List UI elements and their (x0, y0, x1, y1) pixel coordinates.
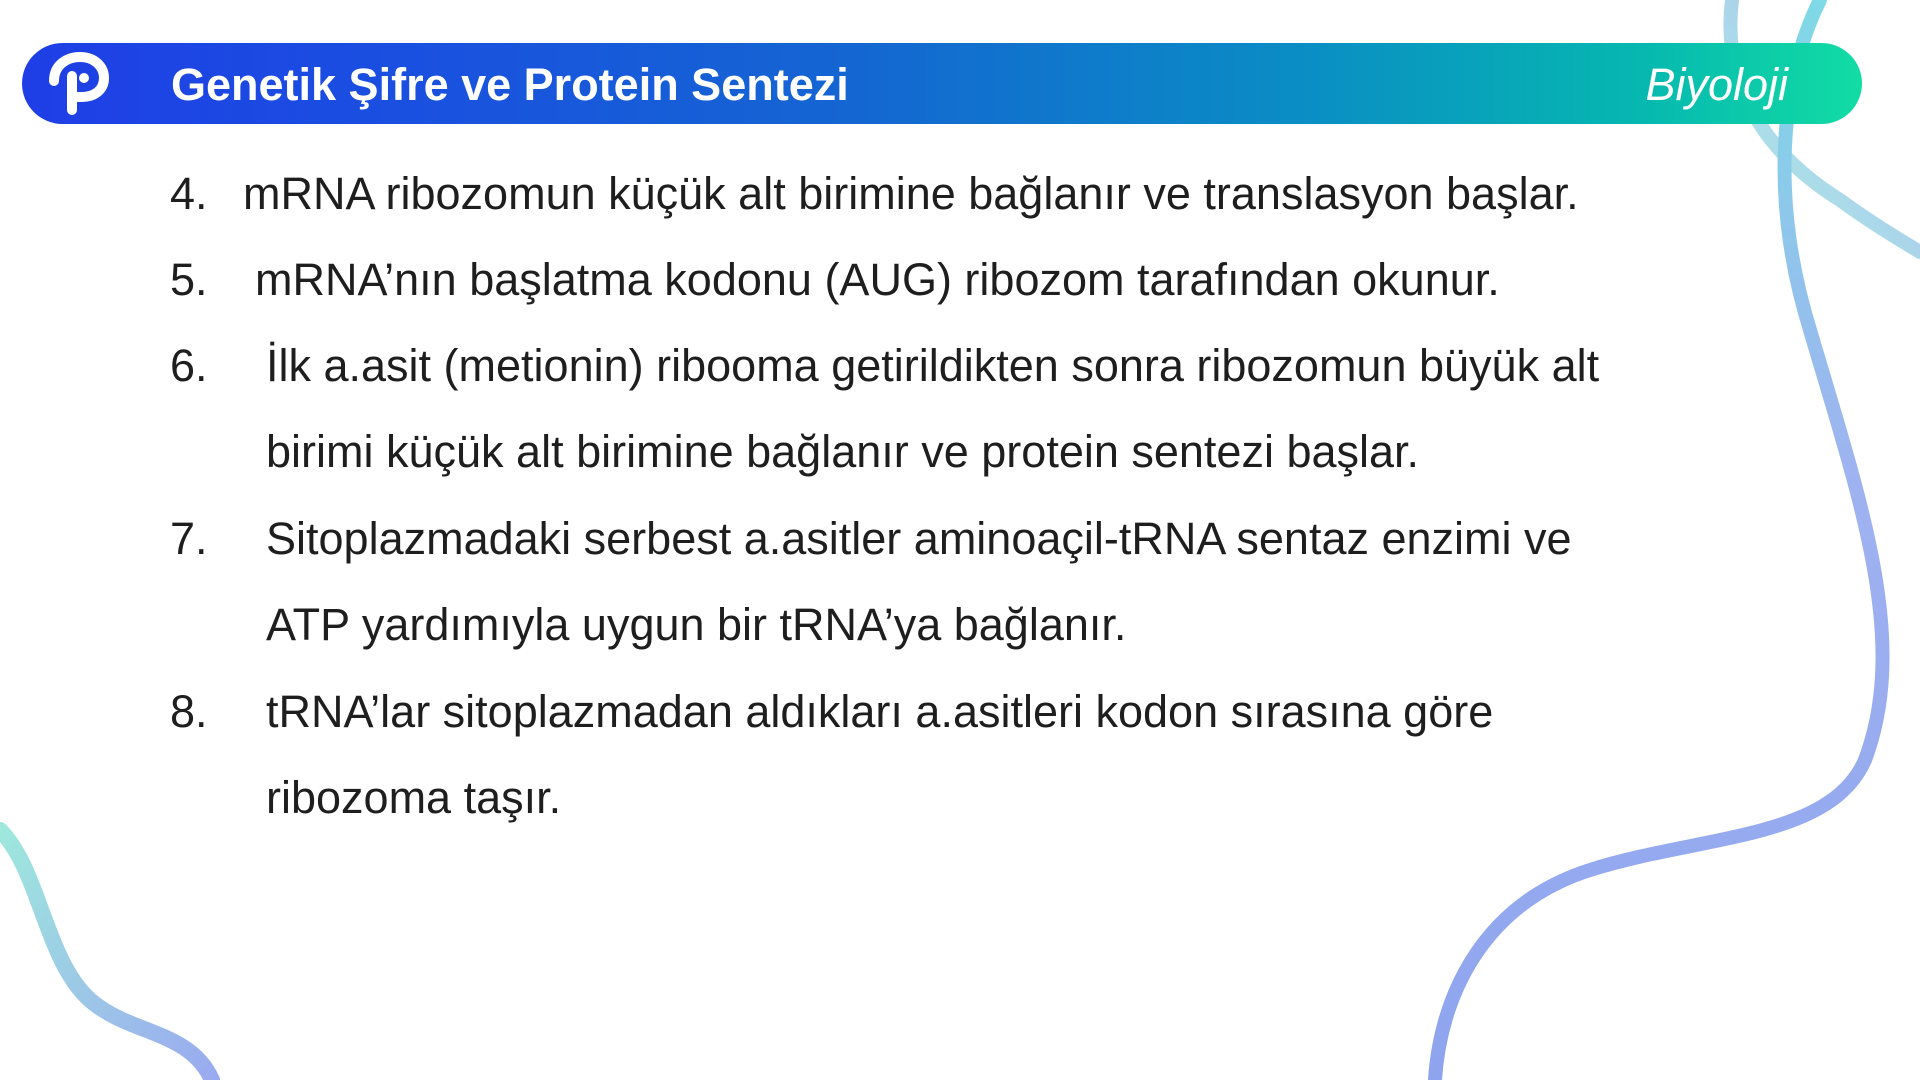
step-text: mRNA ribozomun küçük alt birimine bağlanır ve translasyon başlar. (243, 168, 1579, 219)
step-number: 4. (170, 168, 208, 219)
step-text: Sitoplazmadaki serbest a.asitler aminoaçil-tRNA sentaz enzimi ve (266, 513, 1572, 564)
step-text: tRNA’lar sitoplazmadan aldıkları a.asitleri kodon sırasına göre (266, 686, 1494, 737)
page-title: Genetik Şifre ve Protein Sentezi (171, 59, 849, 110)
step-text: İlk a.asit (metionin) ribooma getirildikten sonra ribozomun büyük alt (266, 340, 1600, 391)
step-number: 8. (170, 686, 208, 737)
step-number: 5. (170, 254, 208, 305)
step-number: 7. (170, 513, 208, 564)
step-number: 6. (170, 340, 208, 391)
step-text: birimi küçük alt birimine bağlanır ve protein sentezi başlar. (266, 426, 1420, 477)
step-text: ATP yardımıyla uygun bir tRNA’ya bağlanır. (266, 599, 1127, 650)
step-text: ribozoma taşır. (266, 772, 562, 823)
subject-label: Biyoloji (1645, 59, 1788, 110)
step-text: mRNA’nın başlatma kodonu (AUG) ribozom tarafından okunur. (255, 254, 1500, 305)
